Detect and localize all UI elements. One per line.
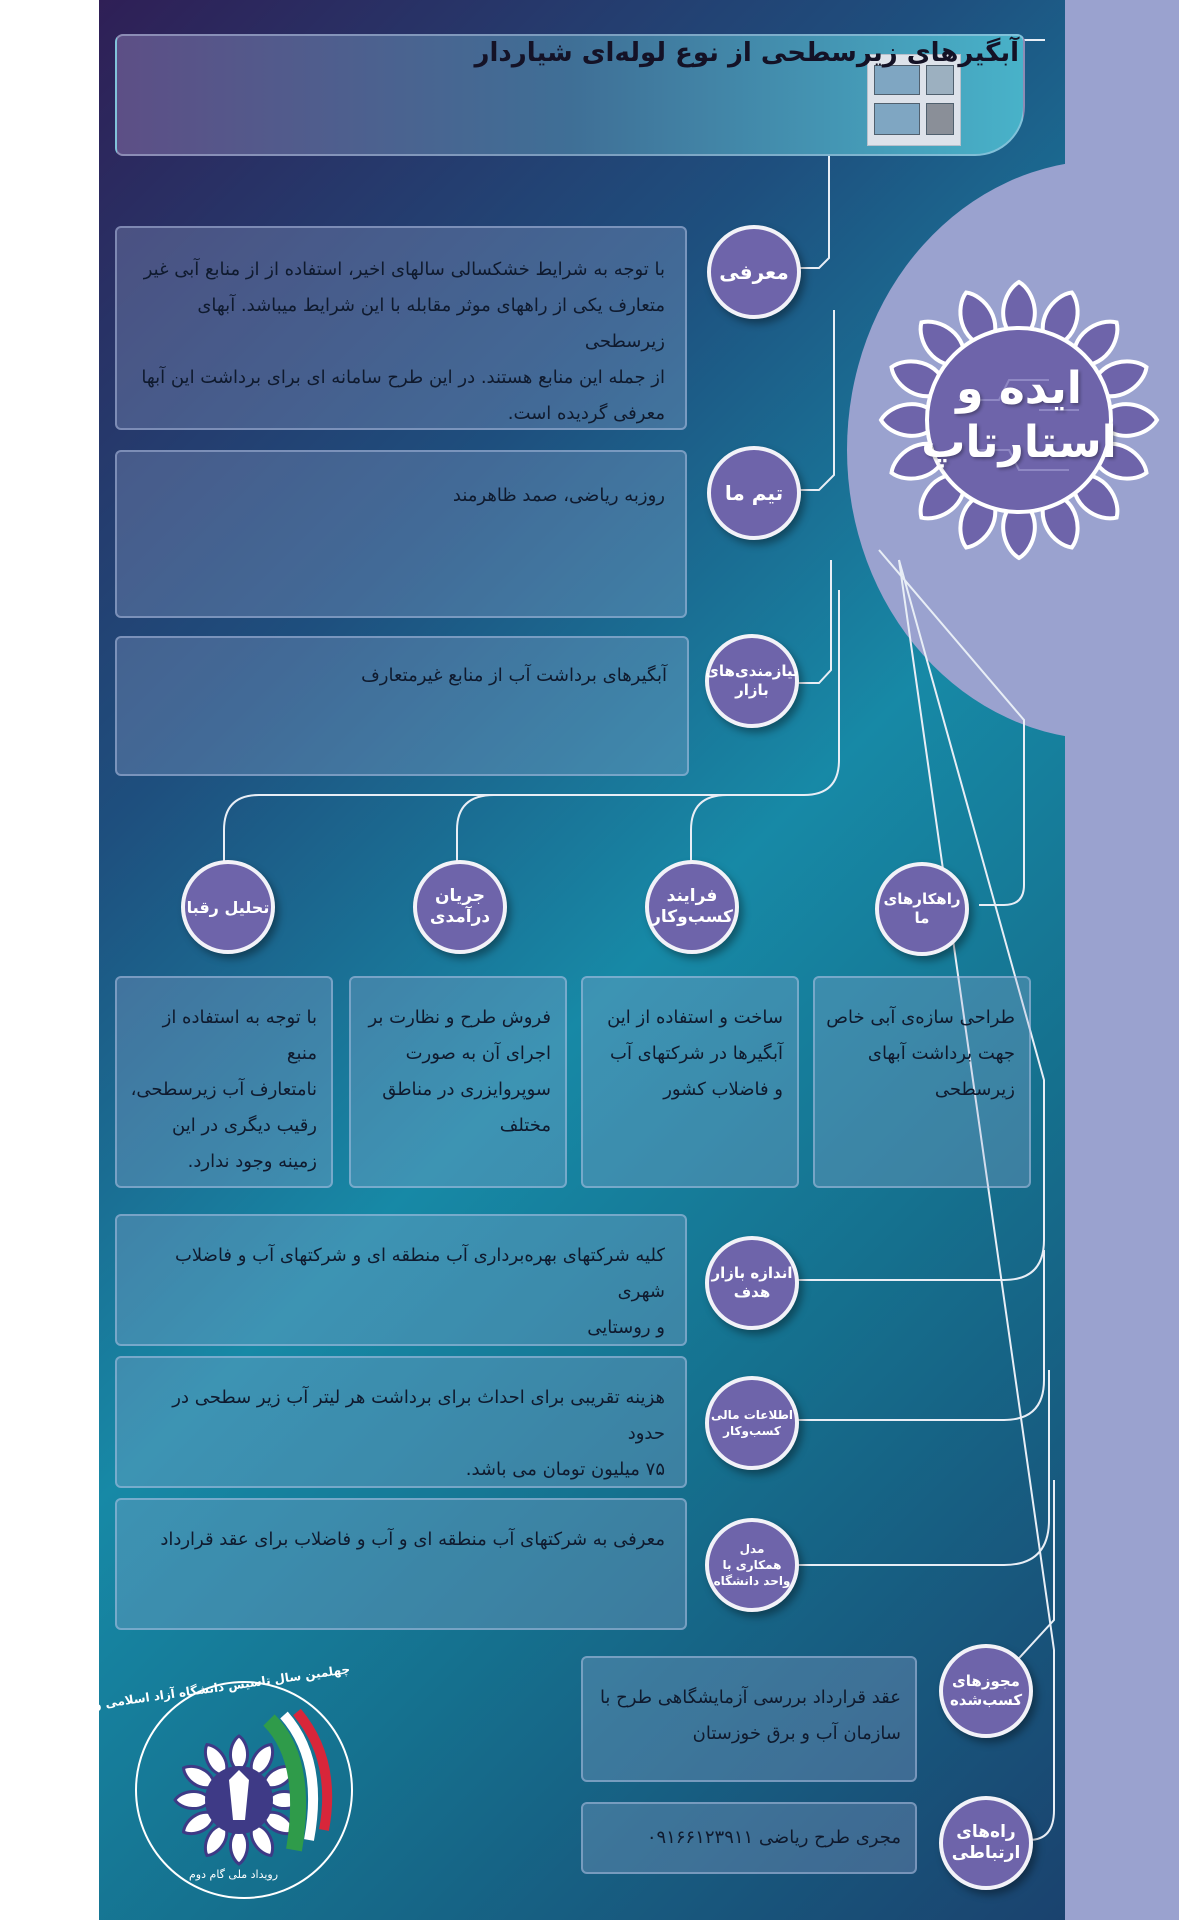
market-needs-label-1: نیازمندی‌های xyxy=(705,662,799,680)
target-market-line: کلیه شرکتهای بهره‌برداری آب منطقه ای و شرکتهای آب و فاضلاب شهری xyxy=(174,1245,665,1302)
financial-circle xyxy=(705,1376,799,1470)
solutions-line: زیرسطحی xyxy=(934,1079,1015,1100)
intro-line: متعارف یکی از راههای موثر مقابله با این شرایط میباشد. آبهای زیرسطحی xyxy=(197,295,665,352)
competitors-label: تحلیل رقبا xyxy=(186,897,270,917)
competitors-line: نامتعارف آب زیرسطحی، xyxy=(130,1079,317,1100)
market-needs-box xyxy=(115,636,689,776)
competitors-box xyxy=(115,976,333,1188)
market-needs-circle xyxy=(705,634,799,728)
cooperation-circle xyxy=(705,1518,799,1612)
licenses-box xyxy=(581,1656,917,1782)
solutions-line: طراحی سازه‌ی آبی خاص xyxy=(826,1007,1015,1028)
revenue-label-1: جریان xyxy=(434,886,486,906)
team-circle xyxy=(707,446,801,540)
market-needs-text: آبگیرهای برداشت آب از منابع غیرمتعارف xyxy=(361,665,667,686)
brand-title xyxy=(869,362,1169,470)
cooperation-line: معرفی به شرکتهای آب منطقه ای و آب و فاضلاب برای عقد قرارداد xyxy=(160,1529,665,1550)
revenue-line: فروش طرح و نظارت بر xyxy=(368,1007,551,1028)
licenses-line: سازمان آب و برق خوزستان xyxy=(692,1723,901,1744)
cooperation-box xyxy=(115,1498,687,1630)
intro-label: معرفی xyxy=(719,260,789,284)
financial-label-1: اطلاعات مالی xyxy=(710,1408,794,1422)
licenses-label-2: کسب‌شده xyxy=(949,1691,1023,1709)
brand-line-2: استارتاپ xyxy=(921,417,1117,468)
target-market-line: و روستایی xyxy=(587,1317,665,1338)
business-process-label-2: کسب‌وکار xyxy=(651,907,733,927)
business-process-circle xyxy=(645,860,739,954)
contact-box xyxy=(581,1802,917,1874)
business-process-label-1: فرایند xyxy=(666,886,718,906)
target-market-box xyxy=(115,1214,687,1346)
target-market-circle xyxy=(705,1236,799,1330)
financial-label-2: کسب‌وکار xyxy=(723,1424,781,1438)
contact-label-1: راه‌های xyxy=(956,1822,1016,1842)
brand-line-1: ایده و xyxy=(956,363,1082,414)
cooperation-label-3: واحد دانشگاه xyxy=(713,1574,791,1588)
financial-box xyxy=(115,1356,687,1488)
logo-caption: رویداد ملی گام دوم xyxy=(189,1868,279,1881)
business-process-line: و فاضلاب کشور xyxy=(663,1079,783,1100)
competitors-line: زمینه وجود ندارد. xyxy=(187,1151,317,1172)
revenue-box xyxy=(349,976,567,1188)
solutions-line: جهت برداشت آبهای xyxy=(867,1043,1015,1064)
cooperation-label-1: مدل xyxy=(739,1542,765,1556)
financial-line: ۷۵ میلیون تومان می باشد. xyxy=(465,1459,665,1480)
team-label: تیم ما xyxy=(724,481,784,505)
intro-line: معرفی گردیده است. xyxy=(507,403,665,424)
intro-circle xyxy=(707,225,801,319)
cooperation-label-2: همکاری با xyxy=(722,1558,782,1572)
revenue-label-2: درآمدی xyxy=(429,907,491,927)
licenses-label-1: مجوزهای xyxy=(952,1672,1020,1690)
contact-line: مجری طرح ریاضی ۰۹۱۶۶۱۲۳۹۱۱ xyxy=(646,1827,901,1848)
intro-box xyxy=(115,226,687,430)
contact-label-2: ارتباطی xyxy=(951,1843,1021,1863)
team-box xyxy=(115,450,687,618)
licenses-line: عقد قرارداد بررسی آزمایشگاهی طرح با xyxy=(599,1687,901,1708)
solutions-circle xyxy=(875,862,969,956)
revenue-line: مختلف xyxy=(499,1115,551,1136)
intro-line: از جمله این منابع هستند. در این طرح سامانه ای برای برداشت این آبها xyxy=(141,367,665,388)
page-title: آبگیرهای زیرسطحی از نوع لوله‌ای شیاردار xyxy=(474,38,1019,68)
target-market-label-1: اندازه بازار xyxy=(711,1264,793,1282)
business-process-box xyxy=(581,976,799,1188)
financial-line: هزینه تقریبی برای احداث برای برداشت هر لیتر آب زیر سطحی در حدود xyxy=(172,1387,665,1444)
solutions-box xyxy=(813,976,1031,1188)
intro-line: با توجه به شرایط خشکسالی سالهای اخیر، استفاده از از منابع آبی غیر xyxy=(143,259,665,280)
competitors-line: رقیب دیگری در این xyxy=(172,1115,317,1136)
competitors-circle xyxy=(181,860,275,954)
contact-circle xyxy=(939,1796,1033,1890)
revenue-circle xyxy=(413,860,507,954)
target-market-label-2: هدف xyxy=(733,1283,771,1301)
revenue-line: اجرای آن به صورت xyxy=(405,1043,551,1064)
team-text: روزبه ریاضی، صمد ظاهرمند xyxy=(452,485,665,506)
competitors-line: با توجه به استفاده از منبع xyxy=(162,1007,317,1064)
solutions-label-1: راهکارهای xyxy=(883,890,961,908)
logo-arc-label: چهلمین سال تاسیس دانشگاه آزاد اسلامی و گام دوم انقلاب xyxy=(0,1662,351,1725)
solutions-label-2: ما xyxy=(914,909,930,927)
licenses-circle xyxy=(939,1644,1033,1738)
business-process-line: آبگیرها در شرکتهای آب xyxy=(610,1043,783,1064)
revenue-line: سوپروایزری در مناطق xyxy=(382,1079,551,1100)
market-needs-label-2: بازار xyxy=(735,681,769,699)
business-process-line: ساخت و استفاده از این xyxy=(607,1007,783,1028)
